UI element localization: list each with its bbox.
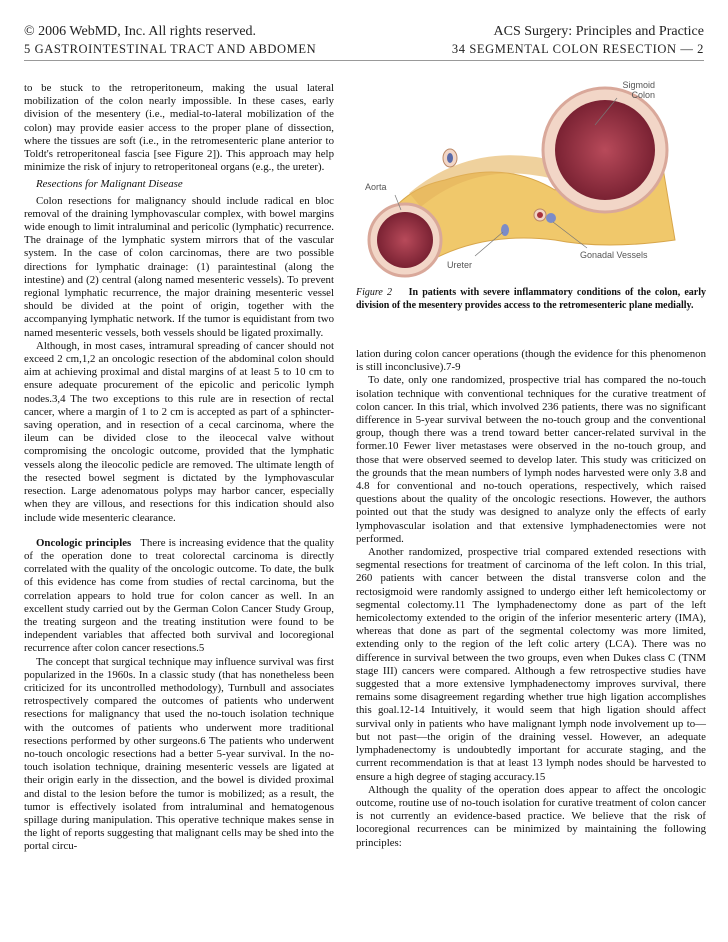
chapter-title: 34 SEGMENTAL COLON RESECTION — 2	[451, 42, 704, 56]
run-in-heading: Oncologic principles	[36, 536, 132, 549]
label-aorta: Aorta	[365, 182, 387, 192]
anatomy-illustration	[355, 80, 710, 280]
paragraph: Colon resections for malignancy should include radical en bloc removal of the draining lymphovascular complex, with bowel margins wide enough to limit intraluminal and pericolic (lymphatic) recurrence. The drainage of the lymphatic system mirrors that of the vascular system. In the case of colon carcinomas, there are two possible directions for lymphatic drainage: (1) paraintestinal (along the intestine) and (2) central (along named mesenteric vessels). To prevent regional lymphatic recurrence, the major draining mesenteric vessel should be divided at the point of origin, together with the accompanying lymphatic network. If the tumor is equidistant from two named mesenteric vessels, both vessels should be ligated proximally.	[24, 194, 334, 339]
header-rule	[24, 60, 704, 61]
paragraph: Another randomized, prospective trial compared extended resections with segmental resections for treatment of carcinoma of the left colon. In this trial, 260 patients with cancer between the distal transverse colon and the rectosigmoid were randomly assigned to undergo either left hemicolectomy or segmental colectomy.11 The lymphadenectomy done as part of the left hemicolectomy extended to the origin of the inferior mesenteric artery (IMA), whereas that done as part of the segmental colectomy was more limited, extending only to the region of the left colic artery (LCA). There was no difference in survival between the two groups, even when Dukes class C (TNM stage III) cancers were compared. Although a few retrospective studies have suggested that a more extensive lymphadenectomy improves survival, there remains some disagreement regarding whether true high ligation accomplishes this goal.12-14 Intuitively, it would seem that high ligation should affect survival only in patients who have malignant lymph node involvement up to—but not past—the origin of the draining vessel. However, an adequate lymphadenectomy is undoubtedly important for accurate staging, and the current recommendation is that at least 13 lymph nodes should be harvested to ensure a high degree of staging accuracy.15	[356, 546, 706, 783]
paragraph-text: There is increasing evidence that the quality of the operation done to treat colorectal carcinoma is directly correlated with the quality of the oncologic outcome. To date, the bulk of this evidence has come from studies of rectal carcinoma, but the correlation appears to hold true for colon cancer as well. In an excellent study carried out by the German Colon Cancer Study Group, the treating surgeon and the treating institution were found to be independent variables that affected both survival and locoregional recurrence after colon cancer resections.5	[24, 536, 334, 655]
paragraph: lation during colon cancer operations (though the evidence for this phenomenon is still inconclusive).7-9	[356, 348, 706, 374]
figure-caption	[356, 286, 706, 312]
paragraph: Although, in most cases, intramural spreading of cancer should not exceed 2 cm,1,2 an oncologic resection of the abdominal colon should aim at achieving proximal and distal margins of at least 5 to 10 cm to ensure adequate procurement of the epicolic and pericolic lymph nodes.3,4 The two exceptions to this rule are in resection of rectal cancer, where a margin of 1 to 2 cm is accepted as part of a sphincter-saving operation, and in resection of a cecal carcinoma, where the ileum can be divided close to the ileocecal valve without compromising the oncologic outcome, provided that the lymphatic vessels along the ileocolic pedicle are removed. The ultimate length of the resected bowel segment is dictated by the lymphovascular resection. Large adenomatous polyps may harbor cancer, especially when they are villous, and resections for this indication should also include wide mesenteric clearance.	[24, 339, 334, 524]
copyright-notice: © 2006 WebMD, Inc. All rights reserved.	[24, 24, 257, 39]
label-sigmoid: Sigmoid	[622, 80, 655, 90]
label-gonadal-vessels: Gonadal Vessels	[580, 250, 648, 260]
paragraph: To date, only one randomized, prospective trial has compared the no-touch isolation technique with conventional techniques for the curative treatment of colon cancer. In this trial, which involved 236 patients, there was no significant difference in 5-year survival between the no-touch group and the conventional group, though there was a trend toward better cancer-related survival in the former.10 Fewer liver metastases were observed in the no-touch group, and those that were observed seemed to develop later. This study was criticized on the grounds that the mean numbers of lymph nodes harvested were only 3.8 and 4.8 for conventional and no-touch operations, respectively, which raised questions about the quality of the oncologic resections. However, the authors pointed out that the study was designed to analyze only the effects of early lymphovascular isolation and that extensive lymphadenectomies were not performed.	[356, 374, 706, 545]
section-title: 5 GASTROINTESTINAL TRACT AND ABDOMEN	[24, 42, 317, 56]
paragraph	[24, 537, 334, 656]
label-ureter: Ureter	[447, 260, 473, 270]
paragraph: The concept that surgical technique may influence survival was first popularized in the 1960s. In a classic study (that has nonetheless been criticized for its uncontrolled methodology), Turnbull and associates retrospectively compared the outcomes of patients who underwent resections for malignancy that used the no-touch isolation technique with the outcomes of patients who underwent more traditional resections performed by other surgeons.6 The patients who underwent no-touch oncologic resections had a better 5-year survival. In the no-touch isolation technique, draining mesenteric vessels are ligated at their origin early in the dissection, and the bowel is divided proximal and distal to the lesion before the tumor is mobilized; as a result, the tumor is effectively isolated from intraluminal and hematogenous spillage during manipulation. This operative technique makes sense in the light of reports suggesting that malignant cells may be shed into the portal circu-	[24, 655, 334, 853]
right-column	[356, 348, 706, 850]
subheading: Resections for Malignant Disease	[36, 178, 183, 191]
caption-text: In patients with severe inflammatory conditions of the colon, early division of the mesentery provides access to the retromesenteric plane medially.	[356, 287, 706, 311]
book-title: ACS Surgery: Principles and Practice	[493, 24, 704, 39]
figure-illustration	[355, 80, 710, 280]
left-column	[24, 82, 334, 854]
figure-number: Figure 2	[356, 287, 392, 298]
paragraph: Although the quality of the operation does appear to affect the oncologic outcome, routine use of no-touch isolation for curative treatment of colon cancer is not currently an evidence-based practice. We believe that the risk of locoregional recurrences can be minimized by maintaining the following principles:	[356, 783, 706, 849]
paragraph: to be stuck to the retroperitoneum, making the usual lateral mobilization of the colon nearly impossible. In these cases, early division of the mesentery (i.e., medial-to-lateral mobilization of the colon) may provide easier access to the proper plane of dissection, where the tissues are soft (i.e., in the retromesenteric plane anterior to Toldt's retroperitoneal fascia [see Figure 2]). This approach may help minimize the risk of injury to retroperitoneal organs (e.g., the ureter).	[24, 82, 334, 174]
label-colon: Colon	[631, 90, 655, 100]
